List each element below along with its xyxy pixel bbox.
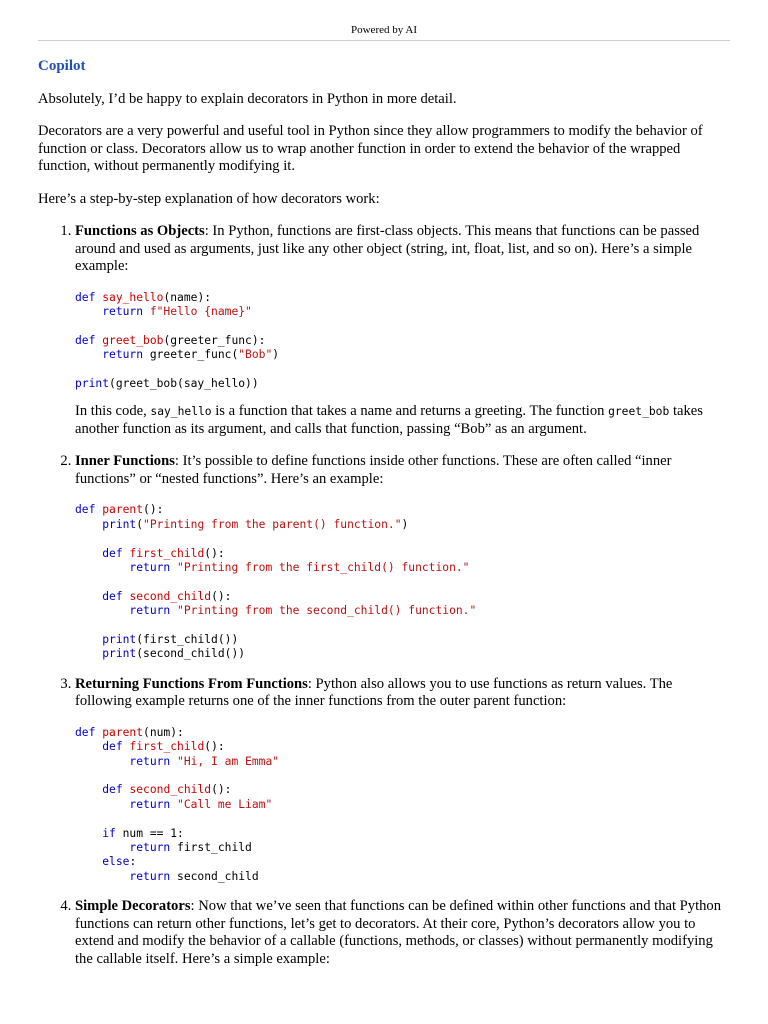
step-returning-functions: [75, 676, 732, 884]
code-text: first_child: [177, 841, 252, 855]
intro-paragraph: Absolutely, I’d be happy to explain decorators in Python in more detail.: [38, 90, 457, 107]
step-inner-functions: [75, 453, 732, 661]
code-string: "Printing from the first_child() function.": [177, 560, 470, 574]
code-keyword: return: [102, 348, 150, 362]
code-keyword: def: [102, 589, 130, 603]
inline-code: say_hello: [150, 405, 212, 419]
code-function-name: second_child: [129, 589, 212, 603]
code-text: [75, 798, 129, 811]
code-text: [75, 647, 102, 660]
code-string: "Call me Liam": [177, 797, 273, 811]
code-text: (first_child()): [136, 633, 239, 646]
code-text: (num):: [143, 725, 184, 739]
step-title: Returning Functions From Functions: [75, 675, 308, 692]
code-string: "Hi, I am Emma": [177, 754, 280, 768]
code-keyword: return: [129, 754, 178, 768]
code-block: [75, 726, 732, 884]
code-keyword: if: [102, 826, 123, 840]
code-keyword: def: [102, 740, 130, 754]
code-function-name: second_child: [129, 783, 212, 797]
code-text: [75, 348, 102, 361]
code-text: second_child: [177, 869, 259, 883]
code-string: "Bob": [238, 348, 273, 362]
code-keyword: def: [102, 783, 130, 797]
code-text: [75, 590, 102, 603]
code-function-name: parent: [102, 725, 144, 739]
code-keyword: return: [129, 841, 178, 855]
code-text: [75, 827, 102, 840]
code-string: "Printing from the second_child() function.": [177, 604, 477, 618]
code-text: [75, 740, 102, 753]
code-text: [75, 855, 102, 868]
code-text: (name):: [163, 290, 212, 304]
step-text: : Python also allows you to use functions as return values. The following example returns one of the inner functions from the outer parent function:: [75, 675, 673, 710]
code-keyword: return: [129, 604, 178, 618]
code-keyword: return: [129, 797, 178, 811]
step-title: Simple Decorators: [75, 898, 191, 915]
code-keyword: def: [102, 546, 130, 560]
code-text: [75, 547, 102, 560]
header-text: Powered by AI: [351, 24, 417, 36]
code-keyword: return: [129, 869, 178, 883]
code-keyword: else: [102, 855, 130, 869]
step-simple-decorators: [75, 898, 732, 968]
code-text: ():: [204, 546, 225, 560]
code-text: [75, 305, 102, 318]
code-text: :: [129, 855, 137, 869]
code-function-name: first_child: [129, 546, 205, 560]
code-function-name: first_child: [129, 740, 205, 754]
code-text: ():: [211, 589, 232, 603]
code-keyword: print: [102, 647, 137, 661]
code-keyword: def: [75, 290, 103, 304]
code-text: (greeter_func):: [163, 333, 266, 347]
code-block: [75, 291, 732, 392]
response-content: [38, 56, 732, 983]
code-text: ():: [143, 503, 164, 517]
code-text: ():: [211, 783, 232, 797]
code-text: [75, 518, 102, 531]
code-function-name: greet_bob: [102, 333, 164, 347]
inline-code: greet_bob: [608, 405, 670, 419]
code-block: [75, 503, 732, 661]
code-text: greeter_func(: [149, 348, 239, 362]
code-text: [75, 561, 129, 574]
code-keyword: print: [75, 376, 110, 390]
code-string: f"Hello {name}": [149, 304, 252, 318]
code-text: (second_child()): [136, 647, 246, 661]
code-function-name: say_hello: [102, 290, 164, 304]
code-function-name: parent: [102, 503, 144, 517]
code-text: ): [272, 348, 280, 362]
code-text: (greet_bob(say_hello)): [109, 376, 259, 390]
decorators-paragraph: Decorators are a very powerful and useful tool in Python since they allow programmers to modify the behavior of function or class. Decorators allow us to wrap another function in order to extend the behavior of the wrapped function, without permanently modifying it.: [38, 123, 703, 174]
step-text: : It’s possible to define functions inside other functions. These are often called “inner functions” or “nested functions”. Here’s an example:: [75, 453, 672, 487]
steps-list: [38, 223, 732, 968]
code-text: [75, 870, 129, 883]
code-keyword: return: [129, 560, 178, 574]
code-keyword: return: [102, 304, 150, 318]
code-text: [75, 633, 102, 646]
code-keyword: def: [75, 725, 103, 739]
code-text: (: [136, 517, 144, 531]
code-keyword: print: [102, 633, 137, 646]
code-text: [75, 755, 129, 768]
explanation-paragraph: In this code, say_hello is a function that takes a name and returns a greeting. The function greet_bob takes another function as its argument, and calls that function, passing “Bob” as an argument.: [75, 403, 703, 437]
steps-intro-paragraph: Here’s a step-by-step explanation of how decorators work:: [38, 190, 380, 207]
code-text: [75, 841, 129, 854]
code-keyword: print: [102, 517, 137, 531]
code-keyword: def: [75, 503, 103, 517]
code-text: [75, 604, 129, 617]
code-text: ): [401, 517, 409, 531]
step-functions-as-objects: [75, 223, 732, 438]
step-title: Inner Functions: [75, 453, 175, 470]
step-text: : Now that we’ve seen that functions can be defined within other functions and that Python functions can return other functions, let’s get to decorators. At their core, Python’s decorators allow you to extend and modify the behavior of a callable (functions, methods, or classes) without permanently modifying the callable itself. Here’s a simple example:: [75, 898, 722, 967]
step-text: : In Python, functions are first-class objects. This means that functions can be passed around and used as arguments, just like any other object (string, int, float, list, and so on). Here’s a simple example:: [75, 223, 700, 274]
code-text: num == 1:: [122, 826, 184, 840]
code-text: [75, 783, 102, 796]
page-header: [38, 24, 730, 41]
code-string: "Printing from the parent() function.": [143, 517, 402, 531]
code-text: ():: [204, 740, 225, 754]
copilot-label: Copilot: [38, 58, 86, 74]
code-keyword: def: [75, 333, 103, 347]
step-title: Functions as Objects: [75, 223, 205, 239]
